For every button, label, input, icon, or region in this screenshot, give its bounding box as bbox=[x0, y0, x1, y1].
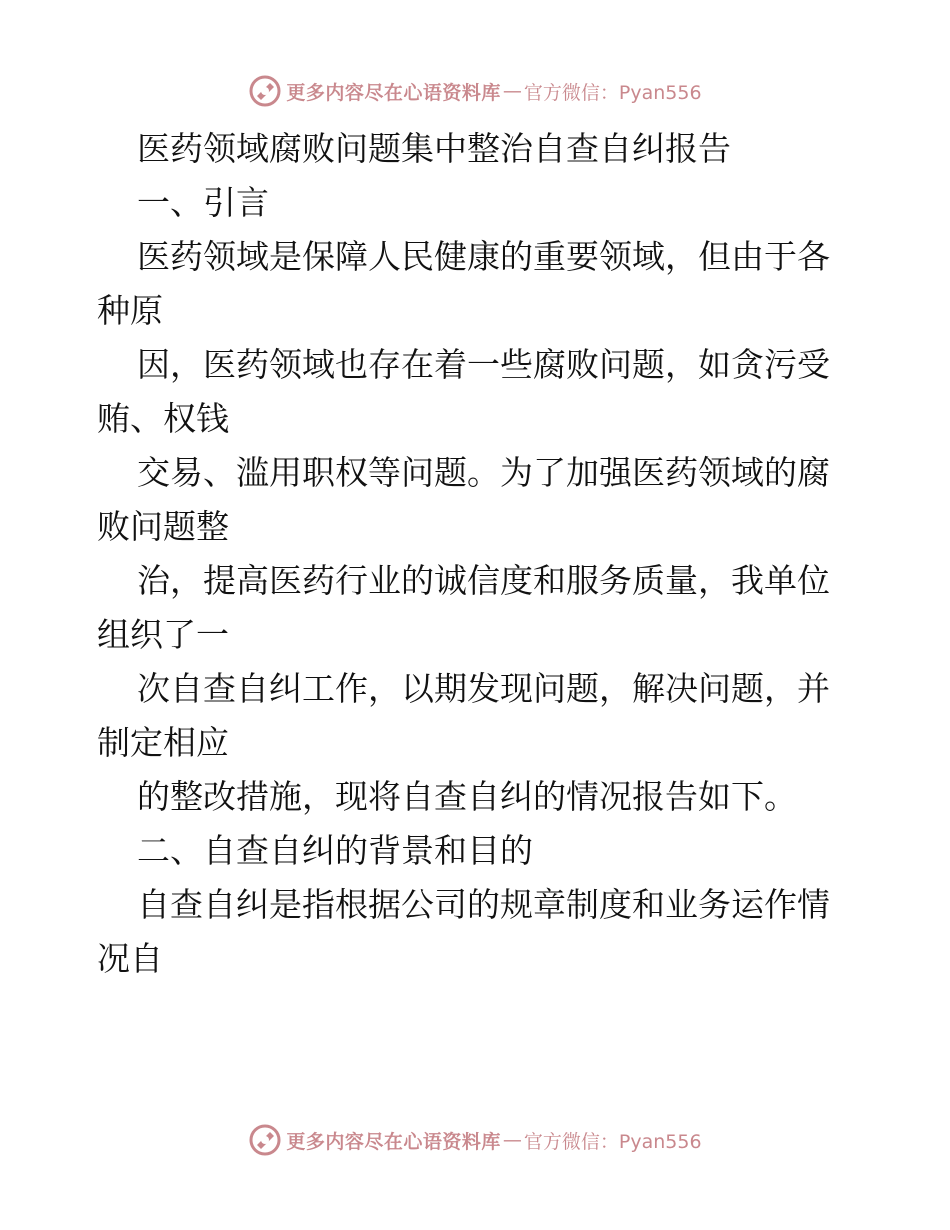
paragraph-line: 交易、滥用职权等问题。为了加强医药领域的腐 bbox=[137, 453, 830, 492]
paragraph-line: 种原 bbox=[97, 291, 163, 330]
watermark-wechat: 官方微信：Pyan556 bbox=[523, 1130, 702, 1153]
header-watermark bbox=[0, 71, 950, 111]
paragraph-line: 组织了一 bbox=[97, 615, 229, 654]
watermark-wechat: 官方微信：Pyan556 bbox=[523, 81, 702, 104]
paragraph-line: 败问题整 bbox=[97, 507, 229, 546]
paragraph-line: 况自 bbox=[97, 939, 163, 978]
section-heading-intro: 一、引言 bbox=[137, 183, 269, 222]
footer-watermark bbox=[0, 1120, 950, 1160]
document-body bbox=[97, 122, 857, 986]
logo-icon bbox=[248, 74, 282, 108]
paragraph-line: 治，提高医药行业的诚信度和服务质量，我单位 bbox=[137, 561, 830, 600]
watermark-separator: — bbox=[502, 1129, 522, 1151]
watermark-separator: — bbox=[502, 80, 522, 102]
watermark-text: 更多内容尽在心语资料库 bbox=[286, 81, 501, 104]
paragraph-line: 制定相应 bbox=[97, 723, 229, 762]
watermark-text: 更多内容尽在心语资料库 bbox=[286, 1130, 501, 1153]
paragraph-line: 自查自纠是指根据公司的规章制度和业务运作情 bbox=[137, 885, 830, 924]
paragraph-line: 因，医药领域也存在着一些腐败问题，如贪污受 bbox=[137, 345, 830, 384]
paragraph-line: 贿、权钱 bbox=[97, 399, 229, 438]
document-title: 医药领域腐败问题集中整治自查自纠报告 bbox=[137, 129, 731, 168]
section-heading-background: 二、自查自纠的背景和目的 bbox=[137, 831, 533, 870]
paragraph-line: 次自查自纠工作，以期发现问题，解决问题，并 bbox=[137, 669, 830, 708]
paragraph-line: 的整改措施，现将自查自纠的情况报告如下。 bbox=[137, 777, 797, 816]
paragraph-line: 医药领域是保障人民健康的重要领域，但由于各 bbox=[137, 237, 830, 276]
logo-icon bbox=[248, 1123, 282, 1157]
